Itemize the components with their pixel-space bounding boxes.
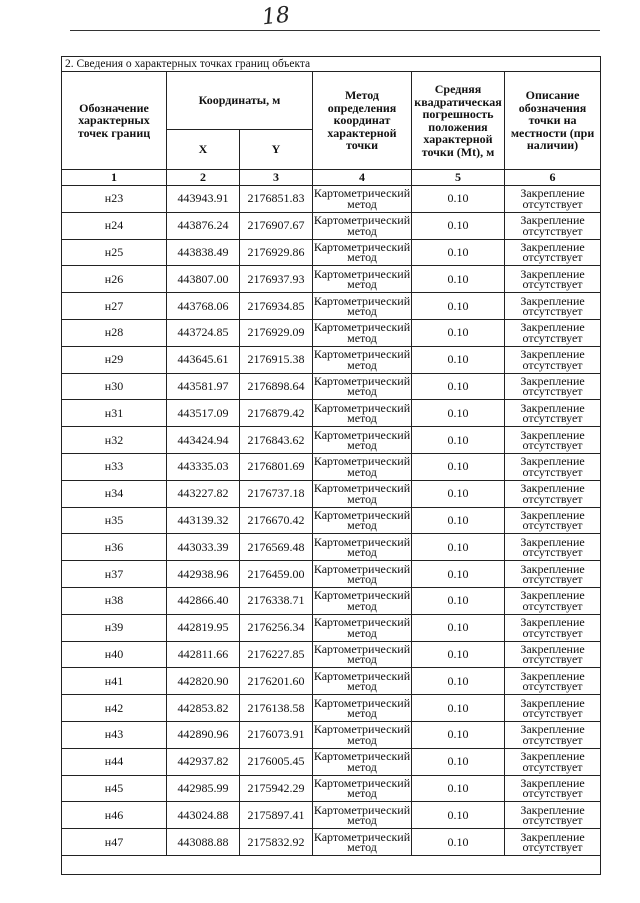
- coordinate-x: 443335.03: [167, 453, 240, 480]
- description-cell: Закрепление отсутствует: [505, 587, 601, 614]
- description-cell: Закрепление отсутствует: [505, 721, 601, 748]
- point-designation: н23: [62, 186, 167, 213]
- table-row: [62, 373, 601, 400]
- coordinate-y: 2176227.85: [240, 641, 313, 668]
- method-cell: Картометрический метод: [313, 588, 411, 613]
- coordinate-y: 2176005.45: [240, 748, 313, 775]
- rms-error-cell: 0.10: [412, 775, 505, 802]
- coordinate-x: 443517.09: [167, 400, 240, 427]
- rms-error-cell: 0.10: [412, 614, 505, 641]
- header-method: Метод определения координат характерной точки: [313, 72, 412, 170]
- method-cell: Картометрический метод: [313, 615, 411, 640]
- description-cell: Закрепление отсутствует: [505, 748, 601, 775]
- method-cell: Картометрический метод: [313, 239, 411, 265]
- table-row: [62, 748, 601, 775]
- method-cell: Картометрический метод: [313, 373, 411, 399]
- coordinate-x: 443024.88: [167, 802, 240, 829]
- coordinate-y: 2176934.85: [240, 293, 313, 320]
- point-designation: н32: [62, 427, 167, 454]
- table-row: [62, 614, 601, 641]
- table-row: [62, 480, 601, 507]
- rms-error-cell: 0.10: [412, 534, 505, 561]
- coordinate-x: 442853.82: [167, 695, 240, 722]
- coordinate-x: 443139.32: [167, 507, 240, 534]
- table-caption: 2. Сведения о характерных точках границ объекта: [62, 57, 601, 72]
- point-designation: н25: [62, 239, 167, 266]
- table-row: [62, 561, 601, 588]
- table-row: [62, 239, 601, 266]
- table-row: [62, 721, 601, 748]
- coordinate-x: 442820.90: [167, 668, 240, 695]
- method-cell: Картометрический метод: [313, 829, 411, 855]
- table-row: [62, 266, 601, 293]
- rms-error-cell: 0.10: [412, 319, 505, 346]
- rms-error-cell: 0.10: [412, 346, 505, 373]
- coordinate-x: 443033.39: [167, 534, 240, 561]
- coordinate-y: 2176898.64: [240, 373, 313, 400]
- method-cell: Картометрический метод: [313, 668, 411, 694]
- point-designation: н37: [62, 561, 167, 588]
- method-cell: Картометрический метод: [313, 507, 411, 533]
- top-rule: [70, 30, 600, 31]
- coordinate-y: 2176907.67: [240, 212, 313, 239]
- rms-error-cell: 0.10: [412, 427, 505, 454]
- description-cell: Закрепление отсутствует: [505, 534, 601, 561]
- coordinate-y: 2176929.09: [240, 319, 313, 346]
- header-rms-error: Средняя квадратическая погрешность положения характерной точки (Mt), м: [412, 72, 505, 170]
- point-designation: н30: [62, 373, 167, 400]
- table-row: [62, 346, 601, 373]
- rms-error-cell: 0.10: [412, 212, 505, 239]
- rms-error-cell: 0.10: [412, 561, 505, 588]
- coordinate-x: 443581.97: [167, 373, 240, 400]
- rms-error-cell: 0.10: [412, 453, 505, 480]
- page-number: 18: [260, 2, 292, 31]
- point-designation: н47: [62, 829, 167, 856]
- coordinate-x: 442819.95: [167, 614, 240, 641]
- point-designation: н41: [62, 668, 167, 695]
- empty-footer-cell: [62, 855, 601, 874]
- rms-error-cell: 0.10: [412, 239, 505, 266]
- method-cell: Картометрический метод: [313, 427, 411, 453]
- point-designation: н35: [62, 507, 167, 534]
- description-cell: Закрепление отсутствует: [505, 668, 601, 695]
- method-cell: Картометрический метод: [313, 481, 411, 506]
- coordinate-y: 2176929.86: [240, 239, 313, 266]
- table-row: [62, 668, 601, 695]
- description-cell: Закрепление отсутствует: [505, 695, 601, 722]
- coordinate-y: 2176670.42: [240, 507, 313, 534]
- coordinate-x: 443724.85: [167, 319, 240, 346]
- table-row: [62, 775, 601, 802]
- description-cell: Закрепление отсутствует: [505, 346, 601, 373]
- point-designation: н44: [62, 748, 167, 775]
- coordinate-y: 2175897.41: [240, 802, 313, 829]
- coordinate-y: 2176459.00: [240, 561, 313, 588]
- rms-error-cell: 0.10: [412, 400, 505, 427]
- point-designation: н28: [62, 319, 167, 346]
- table-row: [62, 534, 601, 561]
- rms-error-cell: 0.10: [412, 507, 505, 534]
- table-row: [62, 641, 601, 668]
- table-row: [62, 427, 601, 454]
- description-cell: Закрепление отсутствует: [505, 614, 601, 641]
- coordinate-x: 443838.49: [167, 239, 240, 266]
- coordinate-y: 2176851.83: [240, 186, 313, 213]
- rms-error-cell: 0.10: [412, 802, 505, 829]
- coordinate-y: 2176138.58: [240, 695, 313, 722]
- rms-error-cell: 0.10: [412, 641, 505, 668]
- table-body: [62, 186, 601, 856]
- rms-error-cell: 0.10: [412, 668, 505, 695]
- description-cell: Закрепление отсутствует: [505, 775, 601, 802]
- rms-error-cell: 0.10: [412, 695, 505, 722]
- description-cell: Закрепление отсутствует: [505, 427, 601, 454]
- method-cell: Картометрический метод: [313, 695, 411, 721]
- rms-error-cell: 0.10: [412, 587, 505, 614]
- coordinate-x: 443768.06: [167, 293, 240, 320]
- method-cell: Картометрический метод: [313, 347, 411, 372]
- column-number: 2: [167, 170, 240, 186]
- point-designation: н26: [62, 266, 167, 293]
- table-row: [62, 293, 601, 320]
- method-cell: Картометрический метод: [313, 293, 411, 319]
- method-cell: Картометрический метод: [313, 213, 411, 238]
- method-cell: Картометрический метод: [313, 802, 411, 828]
- description-cell: Закрепление отсутствует: [505, 507, 601, 534]
- description-cell: Закрепление отсутствует: [505, 829, 601, 856]
- rms-error-cell: 0.10: [412, 266, 505, 293]
- table-row: [62, 186, 601, 213]
- column-number: 4: [313, 170, 412, 186]
- method-cell: Картометрический метод: [313, 722, 411, 747]
- description-cell: Закрепление отсутствует: [505, 186, 601, 213]
- description-cell: Закрепление отсутствует: [505, 293, 601, 320]
- table-row: [62, 587, 601, 614]
- description-cell: Закрепление отсутствует: [505, 802, 601, 829]
- coordinate-y: 2176256.34: [240, 614, 313, 641]
- method-cell: Картометрический метод: [313, 749, 411, 774]
- coordinate-y: 2176843.62: [240, 427, 313, 454]
- coordinate-x: 442985.99: [167, 775, 240, 802]
- point-designation: н43: [62, 721, 167, 748]
- coordinate-y: 2176937.93: [240, 266, 313, 293]
- description-cell: Закрепление отсутствует: [505, 266, 601, 293]
- coordinate-x: 443088.88: [167, 829, 240, 856]
- method-cell: Картометрический метод: [313, 320, 411, 345]
- coordinate-x: 443943.91: [167, 186, 240, 213]
- rms-error-cell: 0.10: [412, 293, 505, 320]
- point-designation: н40: [62, 641, 167, 668]
- coordinate-x: 443424.94: [167, 427, 240, 454]
- header-x: X: [167, 130, 240, 170]
- table-row: [62, 802, 601, 829]
- description-cell: Закрепление отсутствует: [505, 641, 601, 668]
- point-designation: н46: [62, 802, 167, 829]
- point-designation: н34: [62, 480, 167, 507]
- point-designation: н31: [62, 400, 167, 427]
- coordinate-y: 2176737.18: [240, 480, 313, 507]
- column-number: 1: [62, 170, 167, 186]
- description-cell: Закрепление отсутствует: [505, 239, 601, 266]
- table-row: [62, 319, 601, 346]
- point-designation: н39: [62, 614, 167, 641]
- column-number: 6: [505, 170, 601, 186]
- coordinate-x: 443807.00: [167, 266, 240, 293]
- coordinate-x: 442938.96: [167, 561, 240, 588]
- point-designation: н33: [62, 453, 167, 480]
- table-row: [62, 829, 601, 856]
- description-cell: Закрепление отсутствует: [505, 561, 601, 588]
- method-cell: Картометрический метод: [313, 561, 411, 587]
- table-row: [62, 212, 601, 239]
- coordinate-y: 2176879.42: [240, 400, 313, 427]
- point-designation: н38: [62, 587, 167, 614]
- coordinate-y: 2176801.69: [240, 453, 313, 480]
- table-row: [62, 695, 601, 722]
- coordinate-y: 2176201.60: [240, 668, 313, 695]
- rms-error-cell: 0.10: [412, 829, 505, 856]
- method-cell: Картометрический метод: [313, 400, 411, 426]
- coordinate-y: 2176915.38: [240, 346, 313, 373]
- description-cell: Закрепление отсутствует: [505, 480, 601, 507]
- point-designation: н36: [62, 534, 167, 561]
- point-designation: н45: [62, 775, 167, 802]
- table-row: [62, 507, 601, 534]
- rms-error-cell: 0.10: [412, 721, 505, 748]
- method-cell: Картометрический метод: [313, 641, 411, 667]
- column-number: 5: [412, 170, 505, 186]
- coordinate-x: 443227.82: [167, 480, 240, 507]
- coordinate-y: 2175942.29: [240, 775, 313, 802]
- header-coordinates: Координаты, м: [167, 72, 313, 130]
- table-row: [62, 453, 601, 480]
- method-cell: Картометрический метод: [313, 454, 411, 479]
- boundary-points-table: [61, 56, 601, 875]
- method-cell: Картометрический метод: [313, 266, 411, 292]
- table-row: [62, 400, 601, 427]
- header-y: Y: [240, 130, 313, 170]
- coordinate-x: 443645.61: [167, 346, 240, 373]
- coordinate-x: 442866.40: [167, 587, 240, 614]
- rms-error-cell: 0.10: [412, 373, 505, 400]
- description-cell: Закрепление отсутствует: [505, 212, 601, 239]
- point-designation: н42: [62, 695, 167, 722]
- coordinate-y: 2176073.91: [240, 721, 313, 748]
- method-cell: Картометрический метод: [313, 775, 411, 801]
- coordinate-x: 442811.66: [167, 641, 240, 668]
- point-designation: н24: [62, 212, 167, 239]
- method-cell: Картометрический метод: [313, 534, 411, 560]
- coordinate-y: 2176569.48: [240, 534, 313, 561]
- coordinate-y: 2176338.71: [240, 587, 313, 614]
- coordinate-x: 442890.96: [167, 721, 240, 748]
- coordinate-y: 2175832.92: [240, 829, 313, 856]
- point-designation: н27: [62, 293, 167, 320]
- coordinate-x: 442937.82: [167, 748, 240, 775]
- column-number: 3: [240, 170, 313, 186]
- rms-error-cell: 0.10: [412, 186, 505, 213]
- column-numbers-row: [62, 170, 601, 186]
- description-cell: Закрепление отсутствует: [505, 400, 601, 427]
- rms-error-cell: 0.10: [412, 748, 505, 775]
- empty-footer-row: [62, 855, 601, 874]
- header-designation: Обозначение характерных точек границ: [62, 72, 167, 170]
- point-designation: н29: [62, 346, 167, 373]
- description-cell: Закрепление отсутствует: [505, 453, 601, 480]
- coordinate-x: 443876.24: [167, 212, 240, 239]
- description-cell: Закрепление отсутствует: [505, 373, 601, 400]
- header-description: Описание обозначения точки на местности (при наличии): [505, 72, 601, 170]
- method-cell: Картометрический метод: [313, 186, 411, 211]
- rms-error-cell: 0.10: [412, 480, 505, 507]
- description-cell: Закрепление отсутствует: [505, 319, 601, 346]
